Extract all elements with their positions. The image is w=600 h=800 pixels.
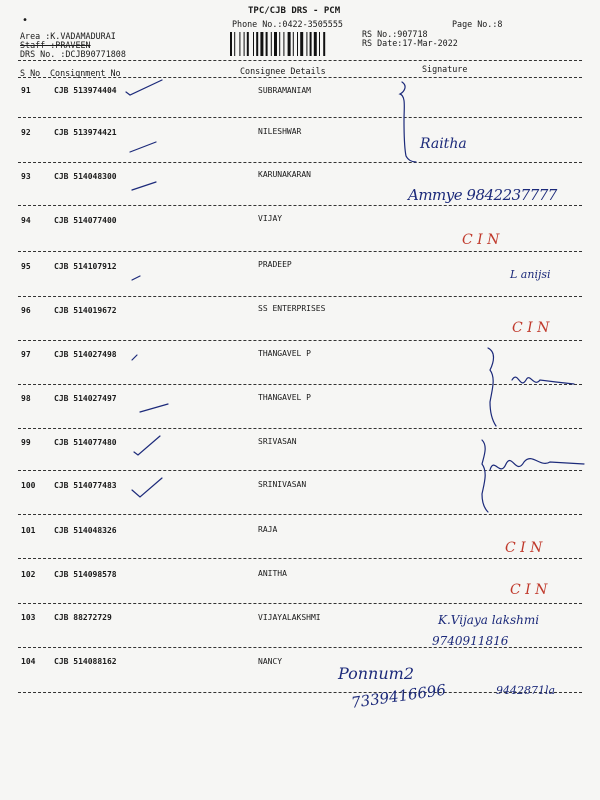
signature-104-phone: 7339416696 <box>350 680 448 712</box>
area-label: Area :K.VADAMADURAI <box>20 31 116 41</box>
row-consignee: PRADEEP <box>258 260 292 269</box>
phone-number: Phone No.:0422-3505555 <box>232 19 343 29</box>
page-number: Page No.:8 <box>452 19 503 29</box>
row-consignee: SUBRAMANIAM <box>258 86 311 95</box>
brace-icon <box>482 440 488 512</box>
row-consignment: CJB 514027498 <box>54 350 117 359</box>
cin-note-4: C I N <box>510 582 548 598</box>
row-sno: 92 <box>21 128 31 137</box>
col-sno: S No <box>20 68 41 78</box>
checkmark-icon <box>132 182 156 190</box>
col-consignee: Consignee Details <box>240 66 326 76</box>
checkmark-icon <box>134 436 160 455</box>
row-sno: 103 <box>21 613 36 622</box>
row-consignee: ANITHA <box>258 569 287 578</box>
signature-scribble <box>490 459 584 470</box>
row-sno: 91 <box>21 86 31 95</box>
row-consignment: CJB 88272729 <box>54 613 112 622</box>
row-sno: 100 <box>21 481 36 490</box>
row-sno: 101 <box>21 526 36 535</box>
cin-note-3: C I N <box>505 540 543 556</box>
row-sno: 97 <box>21 350 31 359</box>
row-consignment: CJB 514048300 <box>54 172 117 181</box>
row-consignment: CJB 514098578 <box>54 570 117 579</box>
row-consignment: CJB 514077480 <box>54 438 117 447</box>
col-consignment: Consignment No <box>50 68 121 78</box>
row-consignee: SRINIVASAN <box>258 480 307 489</box>
col-signature: Signature <box>422 64 468 74</box>
document-title: TPC/CJB DRS - PCM <box>248 6 341 16</box>
row-consignment: CJB 514048326 <box>54 526 117 535</box>
row-divider <box>18 296 582 297</box>
row-divider <box>18 558 582 559</box>
row-sno: 93 <box>21 172 31 181</box>
drs-number: DRS No. :DCJB90771808 <box>20 49 126 59</box>
row-divider <box>18 340 582 341</box>
row-consignee: NILESHWAR <box>258 127 302 136</box>
row-consignment: CJB 513974404 <box>54 86 117 95</box>
row-consignee: NANCY <box>258 657 283 666</box>
row-divider <box>18 162 582 163</box>
row-divider <box>18 205 582 206</box>
header-divider-bottom <box>18 77 582 78</box>
cin-note-1: C I N <box>462 232 500 248</box>
signature-scribble <box>512 377 574 384</box>
checkmark-icon <box>126 80 162 95</box>
cin-note-2: C I N <box>512 320 550 336</box>
row-consignment: CJB 514019672 <box>54 306 117 315</box>
signature-103-name: K.Vijaya lakshmi <box>438 613 540 627</box>
checkmark-icon <box>132 478 162 497</box>
signature-93: Ammye 9842237777 <box>408 186 557 204</box>
row-divider <box>18 428 582 429</box>
row-sno: 95 <box>21 262 31 271</box>
row-consignee: KARUNAKARAN <box>258 170 311 179</box>
row-sno: 94 <box>21 216 31 225</box>
signature-103-phone: 9740911816 <box>432 634 509 648</box>
row-consignment: CJB 514088162 <box>54 657 117 666</box>
staff-label: Staff :PRAVEEN <box>20 40 91 50</box>
row-consignee: THANGAVEL P <box>258 393 311 402</box>
row-divider <box>18 384 582 385</box>
checkmark-icon <box>132 355 137 360</box>
row-consignment: CJB 514077483 <box>54 481 117 490</box>
row-consignee: SRIVASAN <box>258 437 297 446</box>
row-consignee: RAJA <box>258 525 278 534</box>
row-divider <box>18 603 582 604</box>
brace-icon <box>400 82 416 162</box>
rs-date: RS Date:17-Mar-2022 <box>362 38 458 48</box>
row-sno: 102 <box>21 570 36 579</box>
rs-number: RS No.:907718 <box>362 29 428 39</box>
row-sno: 99 <box>21 438 31 447</box>
signature-104-extra: 9442871la <box>496 684 556 697</box>
row-divider <box>18 117 582 118</box>
row-sno: 96 <box>21 306 31 315</box>
checkmark-icon <box>132 276 140 280</box>
row-consignment: CJB 514107912 <box>54 262 117 271</box>
brace-icon <box>488 348 496 426</box>
row-consignment: CJB 514077400 <box>54 216 117 225</box>
row-divider <box>18 251 582 252</box>
checkmark-icon <box>140 404 168 412</box>
row-consignee: VIJAYALAKSHMI <box>258 613 321 622</box>
row-consignment: CJB 514027497 <box>54 394 117 403</box>
row-consignee: THANGAVEL P <box>258 349 311 358</box>
checkmark-icon <box>130 142 156 152</box>
corner-mark: • <box>22 15 29 26</box>
signature-92: Raitha <box>420 136 467 152</box>
row-consignee: VIJAY <box>258 214 283 223</box>
row-consignee: SS ENTERPRISES <box>258 304 326 313</box>
row-consignment: CJB 513974421 <box>54 128 117 137</box>
row-divider <box>18 514 582 515</box>
header-divider-top <box>18 60 582 61</box>
row-sno: 98 <box>21 394 31 403</box>
signature-104-name: Ponnum2 <box>338 664 415 683</box>
row-sno: 104 <box>21 657 36 666</box>
signature-95: L anijsi <box>510 268 551 281</box>
row-divider <box>18 470 582 471</box>
